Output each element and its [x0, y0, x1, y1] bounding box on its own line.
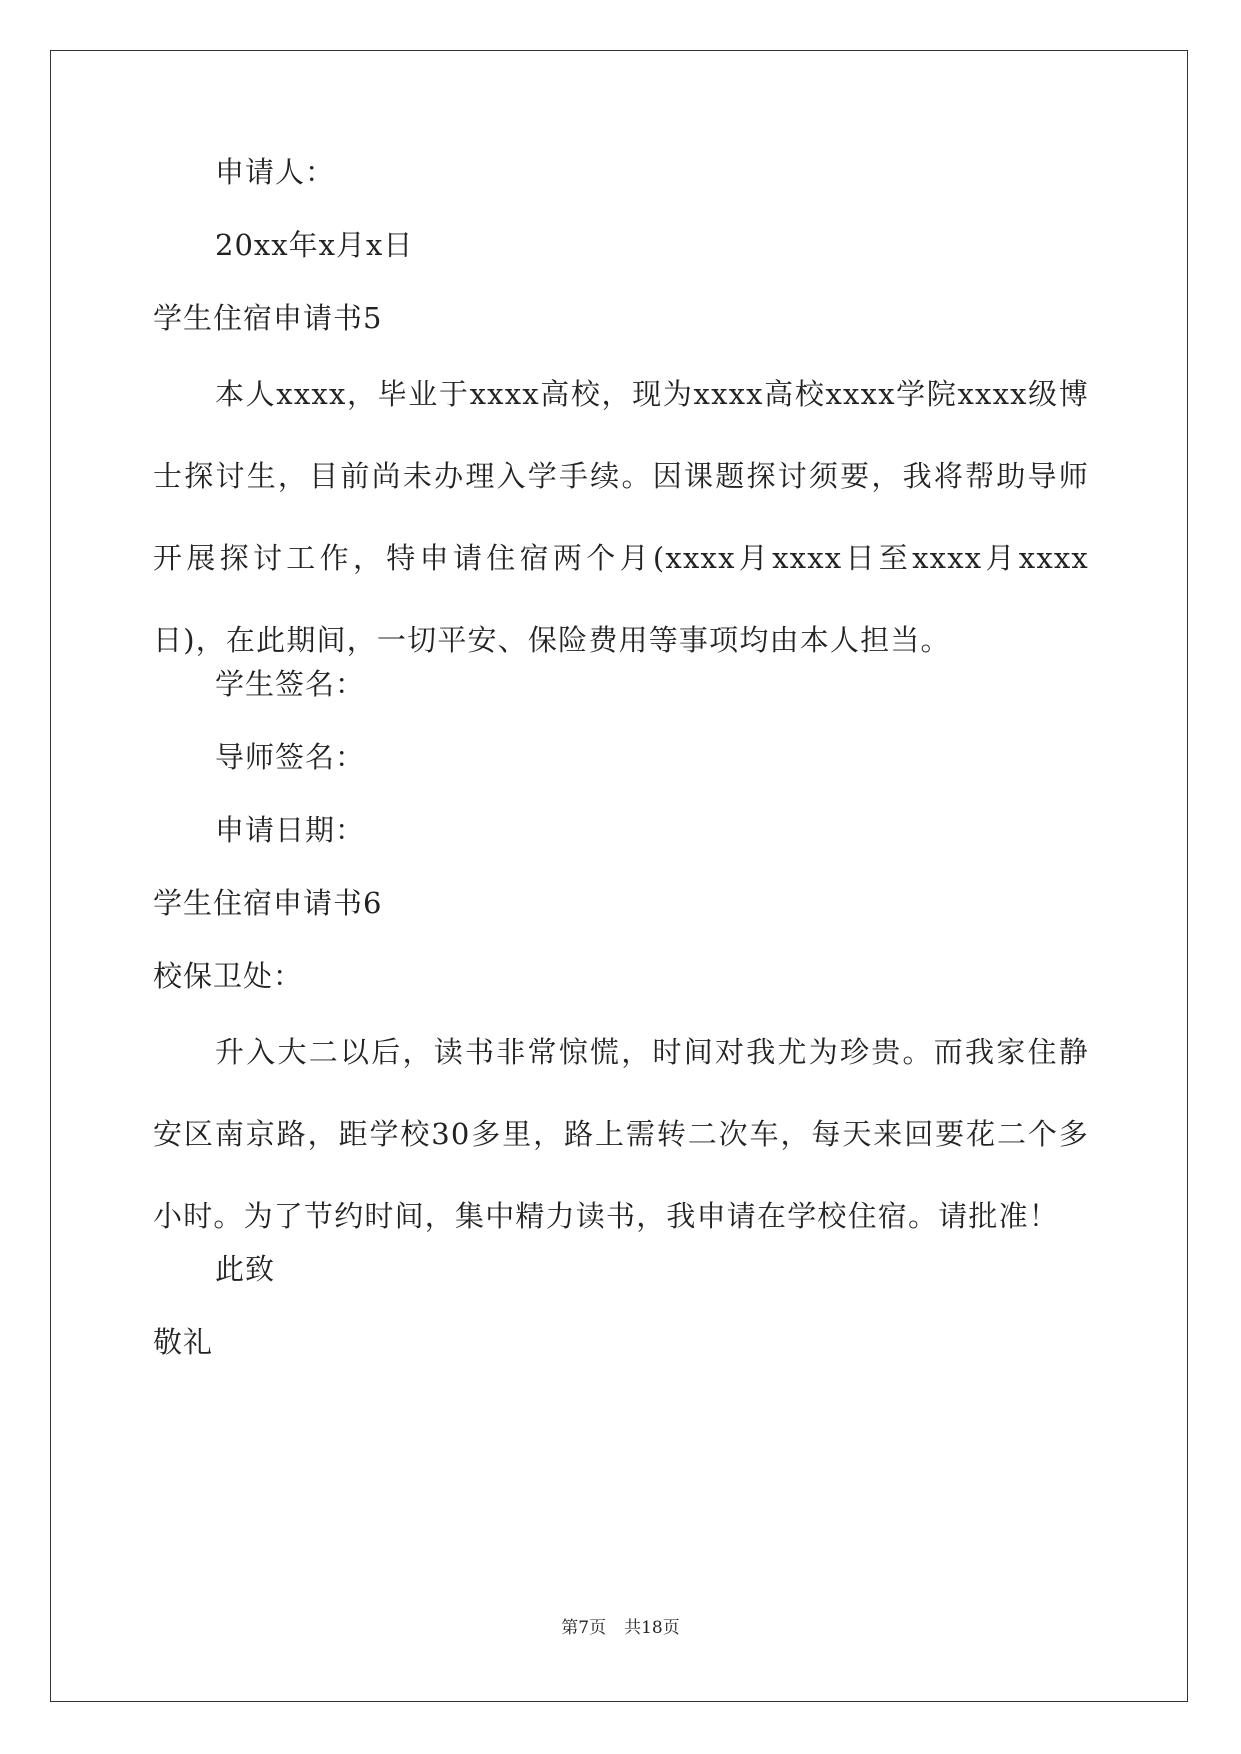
page-number-current: 第7页: [561, 1618, 607, 1638]
closing-regards: 敬礼: [153, 1325, 214, 1359]
student-signature-label: 学生签名：: [215, 667, 366, 701]
paragraph-section-5: 本人xxxx，毕业于xxxx高校，现为xxxx高校xxxx学院xxxx级博士探讨生，目前尚未办理入学手续。因课题探讨须要，我将帮助导师开展探讨工作，特申请住宿两个月(xxxx月xxxx日至xxxx月xxxx日)，在此期间，一切平安、保险费用等事项均由本人担当。: [153, 377, 1089, 657]
applicant-label: 申请人：: [215, 155, 336, 189]
date-line: 20xx年x月x日: [215, 228, 414, 262]
paragraph-section-6: 升入大二以后，读书非常惊慌，时间对我尤为珍贵。而我家住静安区南京路，距学校30多里，路上需转二次车，每天来回要花二个多小时。为了节约时间，集中精力读书，我申请在学校住宿。请批准！: [153, 1035, 1089, 1233]
page-footer: [0, 1617, 1241, 1639]
tutor-signature-label: 导师签名：: [215, 740, 366, 774]
closing-salutation: 此致: [215, 1252, 276, 1286]
application-date-label: 申请日期：: [215, 813, 366, 847]
section-title-6: 学生住宿申请书6: [153, 886, 383, 920]
page-number-total: 共18页: [624, 1618, 680, 1638]
section-title-5: 学生住宿申请书5: [153, 301, 383, 335]
addressee: 校保卫处：: [153, 959, 304, 993]
